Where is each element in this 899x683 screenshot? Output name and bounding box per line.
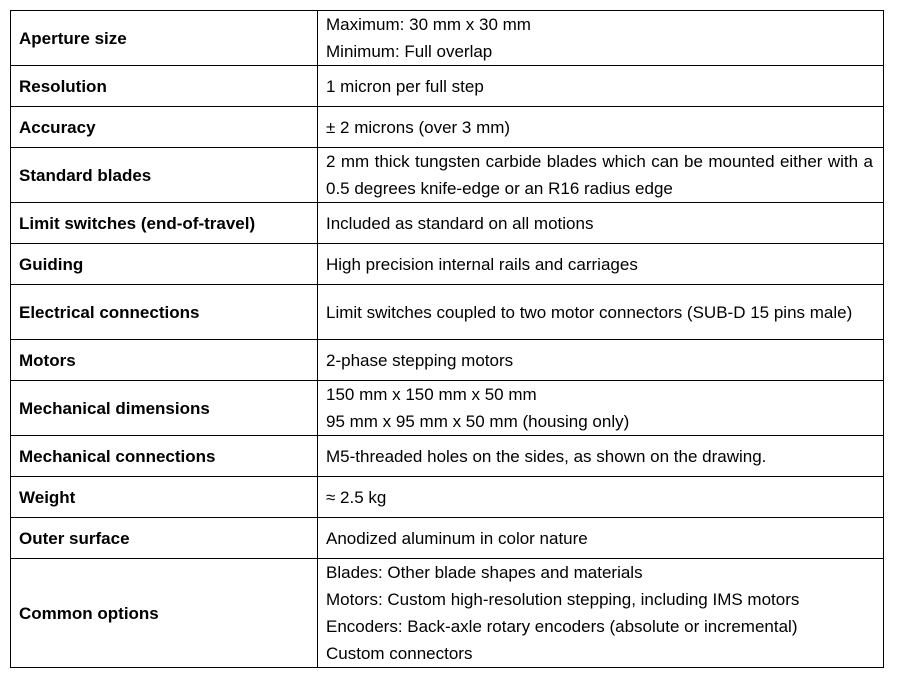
row-label: Resolution xyxy=(11,66,318,107)
table-row xyxy=(11,436,884,477)
row-label: Accuracy xyxy=(11,107,318,148)
row-value xyxy=(318,285,884,340)
table-row xyxy=(11,381,884,436)
row-label: Common options xyxy=(11,559,318,668)
row-value xyxy=(318,244,884,285)
row-value xyxy=(318,11,884,66)
row-label: Standard blades xyxy=(11,148,318,203)
row-label: Motors xyxy=(11,340,318,381)
table-row xyxy=(11,203,884,244)
value-line: Blades: Other blade shapes and materials xyxy=(326,563,643,582)
value-line: Encoders: Back-axle rotary encoders (absolute or incremental) xyxy=(326,617,798,636)
row-value xyxy=(318,148,884,203)
table-row xyxy=(11,518,884,559)
value-line: Anodized aluminum in color nature xyxy=(326,528,588,548)
value-line: Limit switches coupled to two motor connectors (SUB-D 15 pins male) xyxy=(326,302,853,322)
row-label: Weight xyxy=(11,477,318,518)
table-row xyxy=(11,66,884,107)
table-row xyxy=(11,11,884,66)
row-value xyxy=(318,203,884,244)
table-row xyxy=(11,477,884,518)
row-value xyxy=(318,340,884,381)
table-row xyxy=(11,244,884,285)
value-line: ≈ 2.5 kg xyxy=(326,487,387,507)
specification-table xyxy=(10,10,884,668)
value-line: 2-phase stepping motors xyxy=(326,350,514,370)
value-line: Motors: Custom high-resolution stepping, including IMS motors xyxy=(326,590,800,609)
row-label: Aperture size xyxy=(11,11,318,66)
value-line: 150 mm x 150 mm x 50 mm xyxy=(326,385,537,404)
value-line: ± 2 microns (over 3 mm) xyxy=(326,117,511,137)
row-value xyxy=(318,518,884,559)
value-line: 2 mm thick tungsten carbide blades which can be mounted either with a 0.5 degrees knife-edge or an R16 radius edge xyxy=(326,152,873,198)
row-value xyxy=(318,107,884,148)
row-label: Guiding xyxy=(11,244,318,285)
table-row xyxy=(11,285,884,340)
row-value xyxy=(318,436,884,477)
row-label: Limit switches (end-of-travel) xyxy=(11,203,318,244)
value-line: Minimum: Full overlap xyxy=(326,42,493,61)
row-value xyxy=(318,66,884,107)
row-label: Electrical connections xyxy=(11,285,318,340)
row-label: Mechanical connections xyxy=(11,436,318,477)
value-line: High precision internal rails and carriages xyxy=(326,254,638,274)
value-line: Maximum: 30 mm x 30 mm xyxy=(326,15,531,34)
table-row xyxy=(11,148,884,203)
row-value xyxy=(318,559,884,668)
value-line: M5-threaded holes on the sides, as shown on the drawing. xyxy=(326,446,767,466)
value-line: Included as standard on all motions xyxy=(326,213,594,233)
value-line: 1 micron per full step xyxy=(326,76,484,96)
value-line: 95 mm x 95 mm x 50 mm (housing only) xyxy=(326,412,630,431)
table-row xyxy=(11,340,884,381)
row-value xyxy=(318,477,884,518)
value-line: Custom connectors xyxy=(326,644,473,663)
table-row xyxy=(11,559,884,668)
row-label: Mechanical dimensions xyxy=(11,381,318,436)
row-label: Outer surface xyxy=(11,518,318,559)
table-row xyxy=(11,107,884,148)
row-value xyxy=(318,381,884,436)
